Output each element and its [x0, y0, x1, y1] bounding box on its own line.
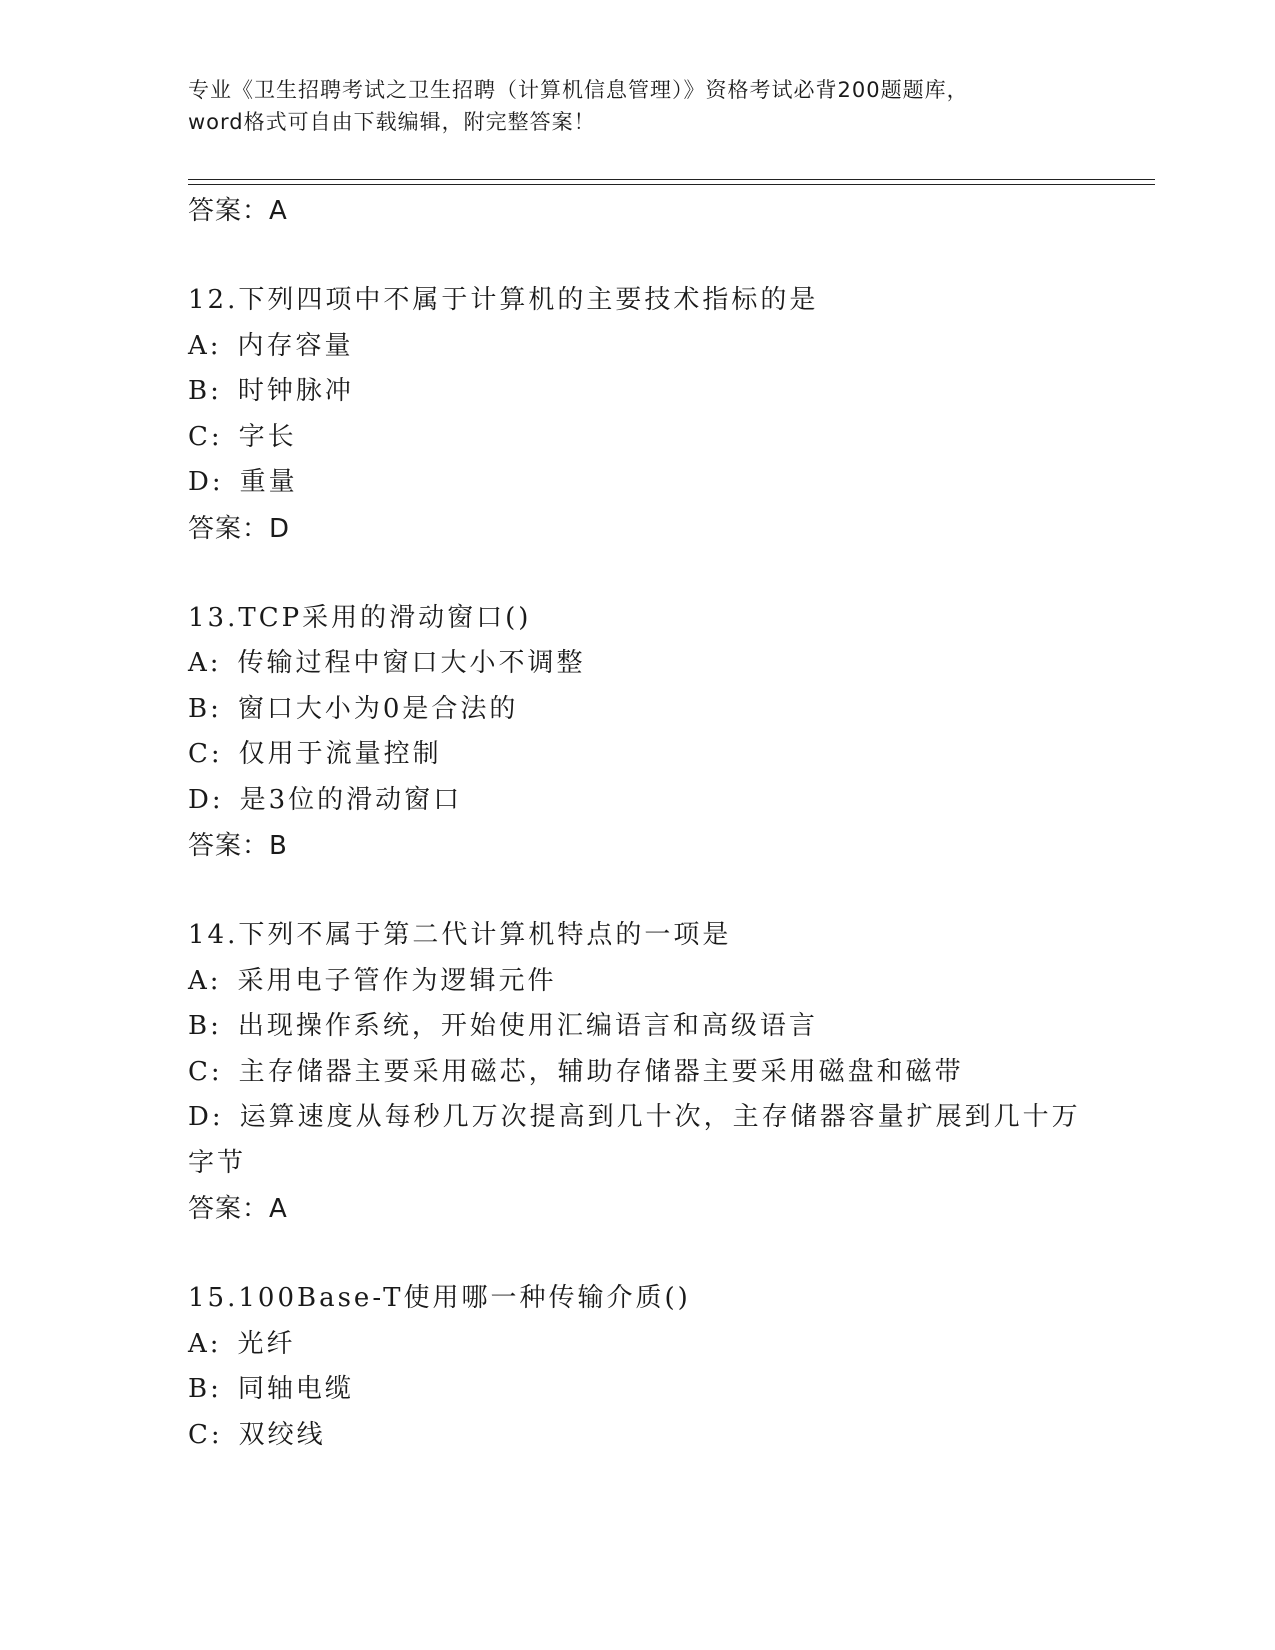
option-text: 双绞线 — [238, 1419, 326, 1450]
option-key: C: — [188, 421, 223, 452]
option-a — [188, 1322, 1088, 1368]
question-number: 14. — [188, 920, 239, 950]
option-text: 重量 — [239, 467, 298, 497]
option-d — [188, 778, 1088, 824]
question-number: 13. — [188, 602, 239, 633]
option-c — [188, 1413, 1088, 1459]
option-text: 是3位的滑动窗口 — [239, 784, 463, 815]
option-key: D: — [188, 784, 224, 815]
header-title-line-2: word格式可自由下载编辑，附完整答案！ — [188, 110, 596, 134]
answer-label: 答案： — [188, 196, 270, 226]
header-title-line-1: 专业《卫生招聘考试之卫生招聘（计算机信息管理）》资格考试必背200题题库， — [188, 78, 969, 102]
option-key: D: — [188, 1102, 224, 1132]
option-key: A: — [188, 330, 222, 361]
answer-value: B — [269, 831, 288, 861]
option-key: A: — [188, 1328, 222, 1359]
option-text: 主存储器主要采用磁芯，辅助存储器主要采用磁盘和磁带 — [238, 1056, 964, 1087]
question-stem — [188, 278, 1088, 324]
option-text: 运算速度从每秒几万次提高到几十次，主存储器容量扩展到几十万 — [239, 1102, 1081, 1132]
option-d — [188, 1095, 1088, 1141]
option-key: D: — [188, 467, 224, 497]
option-b — [188, 1004, 1088, 1050]
answer-value: D — [269, 513, 291, 544]
question-block — [188, 913, 1088, 1232]
option-text-continuation: 字节 — [188, 1147, 247, 1178]
option-c — [188, 415, 1088, 461]
answer-value: A — [269, 1194, 288, 1224]
document-header — [188, 74, 1088, 138]
option-key: C: — [188, 1419, 223, 1450]
question-text: TCP采用的滑动窗口() — [238, 602, 532, 633]
question-number: 12. — [188, 285, 239, 315]
option-key: C: — [188, 1056, 223, 1087]
answer-value: A — [269, 196, 288, 226]
option-key: B: — [188, 1011, 222, 1041]
option-b — [188, 1367, 1088, 1413]
question-block — [188, 596, 1088, 870]
option-text: 内存容量 — [237, 330, 354, 361]
question-stem — [188, 913, 1088, 959]
question-text: 下列四项中不属于计算机的主要技术指标的是 — [238, 285, 819, 315]
option-c — [188, 732, 1088, 778]
option-key: C: — [188, 739, 223, 769]
option-key: B: — [188, 693, 222, 724]
question-block — [188, 278, 1088, 552]
option-key: B: — [188, 376, 222, 406]
option-c — [188, 1050, 1088, 1096]
header-divider-top — [188, 179, 1155, 180]
question-text: 100Base-T使用哪一种传输介质() — [238, 1283, 691, 1313]
question-number: 15. — [188, 1283, 239, 1313]
option-key: A: — [188, 965, 222, 996]
option-text: 字长 — [238, 421, 297, 452]
answer-label: 答案： — [188, 1194, 270, 1224]
answer-label: 答案： — [188, 513, 270, 544]
option-text: 传输过程中窗口大小不调整 — [237, 648, 586, 678]
answer-label: 答案： — [188, 831, 270, 861]
question-list — [188, 188, 1088, 1458]
header-divider-bottom — [188, 184, 1155, 185]
option-key: B: — [188, 1374, 222, 1404]
option-text: 出现操作系统，开始使用汇编语言和高级语言 — [237, 1011, 818, 1041]
option-a — [188, 641, 1088, 687]
question-block — [188, 1276, 1088, 1458]
answer-line — [188, 506, 1088, 552]
answer-line — [188, 188, 1088, 234]
option-b — [188, 687, 1088, 733]
option-text: 光纤 — [237, 1328, 296, 1359]
option-text: 同轴电缆 — [237, 1374, 354, 1404]
option-key: A: — [188, 648, 222, 678]
answer-line — [188, 1186, 1088, 1232]
option-text: 仅用于流量控制 — [238, 739, 442, 769]
option-text: 时钟脉冲 — [237, 376, 354, 406]
option-d — [188, 460, 1088, 506]
option-a — [188, 324, 1088, 370]
answer-line — [188, 823, 1088, 869]
question-stem — [188, 596, 1088, 642]
option-b — [188, 369, 1088, 415]
question-text: 下列不属于第二代计算机特点的一项是 — [238, 920, 732, 950]
option-text: 采用电子管作为逻辑元件 — [237, 965, 557, 996]
question-stem — [188, 1276, 1088, 1322]
option-text: 窗口大小为0是合法的 — [237, 693, 519, 724]
option-a — [188, 959, 1088, 1005]
